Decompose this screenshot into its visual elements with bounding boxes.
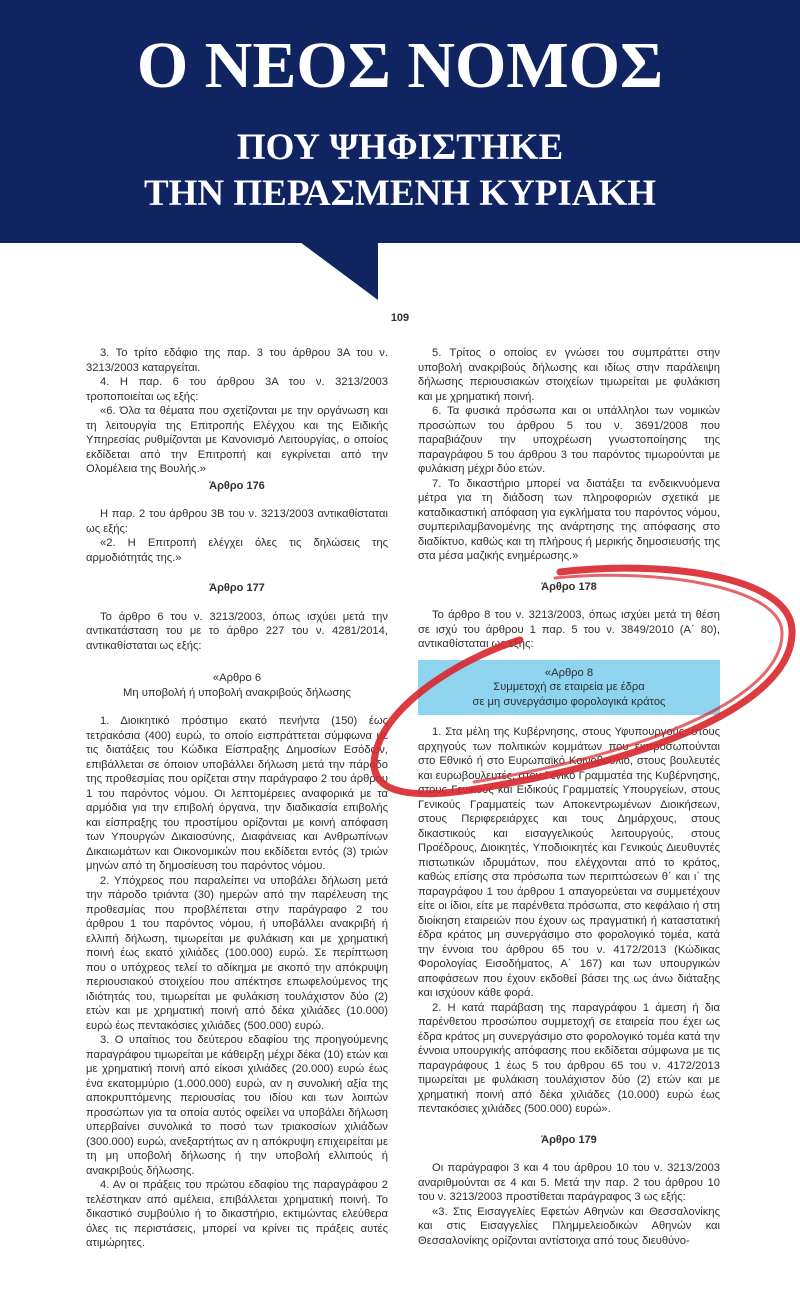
paragraph: Το άρθρο 6 του ν. 3213/2003, όπως ισχύει μετά την αντικατάσταση του με το άρθρο 227 του ν. 4281/2014, αντικαθίσταται ως εξής: xyxy=(86,610,388,652)
paragraph: 4. Η παρ. 6 του άρθρου 3Α του ν. 3213/2003 τροποποιείται ως εξής: xyxy=(86,376,388,403)
paragraph: 4. Αν οι πράξεις του πρώτου εδαφίου της παραγράφου 2 τελέστηκαν από αμέλεια, επιβάλλεται χρηματική ποινή. Το δικαστικό συμβούλιο ή το δικαστήριο, εκτιμώντας ελεύθερα όλες τις περιστάσεις, μπορεί να κρίνει τις πράξεις αυτές ατιμώρητες. xyxy=(86,1179,388,1249)
quoted-article-subtitle: Συμμετοχή σε εταιρεία με έδρα xyxy=(493,681,645,693)
left-column xyxy=(86,346,388,1251)
article-heading: Άρθρο 176 xyxy=(209,479,265,492)
paragraph: 5. Τρίτος ο οποίος εν γνώσει του συμπράττει στην υποβολή ανακριβούς δήλωσης και ιδίως στην παράλειψη δήλωσης περιουσιακών στοιχείων τιμωρείται με φυλάκιση και με χρηματική ποινή. xyxy=(418,347,720,403)
banner-subtitle-line1: ΠΟΥ ΨΗΦΙΣΤΗΚΕ xyxy=(236,127,564,168)
article-heading: Άρθρο 178 xyxy=(541,580,597,593)
quoted-article-title: «Αρθρο 8 xyxy=(544,666,594,679)
highlighted-article-title xyxy=(418,660,720,716)
paragraph: 1. Στα μέλη της Κυβέρνησης, στους Υφυπουργούς, στους αρχηγούς των πολιτικών κομμάτων που εκπροσωπούνται στο Εθνικό ή στο Ευρωπαϊκό Κοινοβούλιο, στους βουλευτές και ευρωβουλευτές, στον Γενικό Γραμματέα της Κυβέρνησης, στους Γενικούς και Ειδικούς Γραμματείς Υπουργείων, στους Γενικούς Γραμματείς των Αποκεντρωμένων Διοικήσεων, στους Περιφερειάρχες και τους Δημάρχους, στους δικαστικούς και εισαγγελικούς λειτουργούς, στους Προέδρους, Διοικητές, Υποδιοικητές και Γενικούς Διευθυντές πιστωτικών ιδρυμάτων, που ελέγχονται από το κράτος, καθώς επίσης στα πρόσωπα των περιπτώσεων θ΄ και ι΄ της παραγράφου 1 του άρθρου 1 απαγορεύεται να συμμετέχουν είτε οι ίδιοι, είτε με παρένθετα πρόσωπα, στο κεφάλαιο ή στη διοίκηση εταιρειών που έχουν ως πραγματική ή καταστατική έδρα κράτος μη συνεργάσιμο στο φορολογικό τομέα, κατά την έννοια του άρθρου 65 του ν. 4172/2013 (Κώδικας Φορολογίας Εισοδήματος, Α΄ 167) και των υπουργικών αποφάσεων που έχουν εκδοθεί βάσει της ως άνω διάταξης και ισχύουν κάθε φορά. xyxy=(418,726,720,999)
article-heading: Άρθρο 179 xyxy=(541,1133,597,1146)
paragraph: 3. Το τρίτο εδάφιο της παρ. 3 του άρθρου 3Α του ν. 3213/2003 καταργείται. xyxy=(86,347,388,374)
banner-subtitle-line2: ΤΗΝ ΠΕΡΑΣΜΕΝΗ ΚΥΡΙΑΚΗ xyxy=(143,173,657,214)
paragraph: Το άρθρο 8 του ν. 3213/2003, όπως ισχύει μετά τη θέση σε ισχύ του άρθρου 1 παρ. 5 του ν. 3849/2010 (Α΄ 80), αντικαθίσταται ως εξής: xyxy=(418,609,720,650)
paragraph: Οι παράγραφοι 3 και 4 του άρθρου 10 του ν. 3213/2003 αναριθμούνται σε 4 και 5. Μετά την παρ. 2 του άρθρου 10 του ν. 3213/2003 προστίθεται παράγραφος 3 ως εξής: xyxy=(418,1162,720,1203)
quoted-article-title: «Αρθρο 6 xyxy=(212,672,262,684)
paragraph: «6. Όλα τα θέματα που σχετίζονται με την οργάνωση και τη λειτουργία της Επιτροπής Ελέγχου και της Ειδικής Υπηρεσίας ρυθμίζονται με Κανονισμό Λειτουργίας, ο οποίος εκδίδεται από την Επιτροπή και εγκρίνεται από την Ολομέλεια της Βουλής.» xyxy=(86,405,388,475)
quoted-article-subtitle: Μη υποβολή ή υποβολή ανακριβούς δήλωσης xyxy=(123,686,351,699)
quoted-article-subtitle: σε μη συνεργάσιμο φορολογικά κράτος xyxy=(472,695,666,708)
right-column xyxy=(418,346,720,1248)
paragraph: 3. Ο υπαίτιος του δεύτερου εδαφίου της προηγούμενης παραγράφου τιμωρείται με κάθειρξη μέχρι δέκα (10) ετών και με χρηματική ποινή από είκοσι χιλιάδες (20.000) ευρώ έως ένα εκατομμύριο (1.000.000) ευρώ, αν η συνολική αξία της αποκρυπτόμενης περιουσίας του ιδίου και των λοιπών προσώπων για τα οποία αυτός οφείλει να υποβάλει δήλωση υπερβαίνει συνολικά το ποσό των τριακοσίων χιλιάδων (300.000) ευρώ, ανεξαρτήτως αν η απόκρυψη επιχειρείται με τη μη υποβολή δήλωσης ή την υποβολή ελλιπούς ή ανακριβούς δήλωσης. xyxy=(86,1034,388,1177)
paragraph: «3. Στις Εισαγγελίες Εφετών Αθηνών και Θεσσαλονίκης και στις Εισαγγελίες Πλημμελειοδικών Αθηνών και Θεσσαλονίκης ορίζονται αντίστοιχα από τους διευθύνο- xyxy=(418,1205,720,1247)
paragraph: «2. Η Επιτροπή ελέγχει όλες τις δηλώσεις της αρμοδιότητάς της.» xyxy=(86,537,388,564)
paragraph: 2. Υπόχρεος που παραλείπει να υποβάλει δήλωση μετά την πάροδο τριάντα (30) ημερών από την παρέλευση της προθεσμίας που προβλέπεται στην παράγραφο 2 του άρθρου 1 του παρόντος νόμου, ή υποβάλλει ανακριβή ή ελλιπή δήλωση, τιμωρείται με φυλάκιση και με χρηματική ποινή έως εκατό χιλιάδες (100.000) ευρώ. Σε περίπτωση που ο υπόχρεος τελεί το αδίκημα με σκοπό την απόκρυψη περιουσιακού στοιχείου που απέκτησε επωφελούμενος της ιδιότητάς του, τιμωρείται με φυλάκιση τουλάχιστον δύο (2) ετών και με χρηματική ποινή από δέκα χιλιάδες (10.000) ευρώ έως πεντακόσιες χιλιάδες (500.000) ευρώ. xyxy=(86,874,388,1032)
paragraph: 7. Το δικαστήριο μπορεί να διατάξει τα ενδεικνυόμενα μέτρα για τη διάδοση των πληροφοριών σχετικά με καταδικαστική απόφαση για εγκλήματα του παρόντος νόμου, συμπεριλαμβανομένης της ανάρτησης της απόφασης στο διαδίκτυο, καθώς και τη πλήρους ή μερικής δημοσιευσής της στα μέσα μαζικής ενημέρωσης.» xyxy=(418,477,720,562)
paragraph: Η παρ. 2 του άρθρου 3Β του ν. 3213/2003 αντικαθίσταται ως εξής: xyxy=(86,508,388,535)
page-number: 109 xyxy=(390,312,410,324)
paragraph: 2. Η κατά παράβαση της παραγράφου 1 άμεση ή δια παρένθετου προσώπου συμμετοχή σε εταιρεία που έχει ως έδρα κράτος μη συνεργάσιμο στο φορολογικό τομέα κατά την έννοια υπουργικής απόφασης που εκδίδεται σύμφωνα με τις παραγράφους 1 έως 5 του άρθρου 65 του ν. 4172/2013 τιμωρείται με φυλάκιση τουλάχιστον δύο (2) ετών και με χρηματική ποινή από δέκα χιλιάδες (10.000) ευρώ έως πεντακόσιες χιλιάδες (500.000) ευρώ». xyxy=(418,1001,720,1115)
article-heading: Άρθρο 177 xyxy=(209,582,265,594)
banner-title: Ο ΝΕΟΣ ΝΟΜΟΣ xyxy=(136,29,664,102)
paragraph: 1. Διοικητικό πρόστιμο εκατό πενήντα (150) έως τετρακόσια (400) ευρώ, το οποίο εισπράττεται σύμφωνα με τις διατάξεις του Κώδικα Είσπραξης Δημοσίων Εσόδων, επιβάλλεται σε όποιον υποβάλλει δήλωση μετά την πάροδο της προθεσμίας που ορίζεται στην παράγραφο 2 του άρθρου 1 του παρόντος νόμου. Οι λεπτομέρειες αναφορικά με τα αρμόδια για την επιβολή όργανα, την διαδικασία επιβολής και είσπραξης του προστίμου ορίζονται με κοινή απόφαση των Υπουργών Δικαιοσύνης, Διαφάνειας και Ανθρωπίνων Δικαιωμάτων και Οικονομικών που εκδίδεται εντός (3) τριών μηνών από τη δημοσίευση του παρόντος νόμου. xyxy=(86,715,388,872)
paragraph: 6. Τα φυσικά πρόσωπα και οι υπάλληλοι των νομικών προσώπων του άρθρου 5 του ν. 3691/2008 που παραβιάζουν την υποχρέωση γνωστοποίησης της παραγράφου 5 του άρθρου 3 του παρόντος τιμωρούνται με φυλάκιση μέχρι δύο ετών. xyxy=(418,405,720,475)
